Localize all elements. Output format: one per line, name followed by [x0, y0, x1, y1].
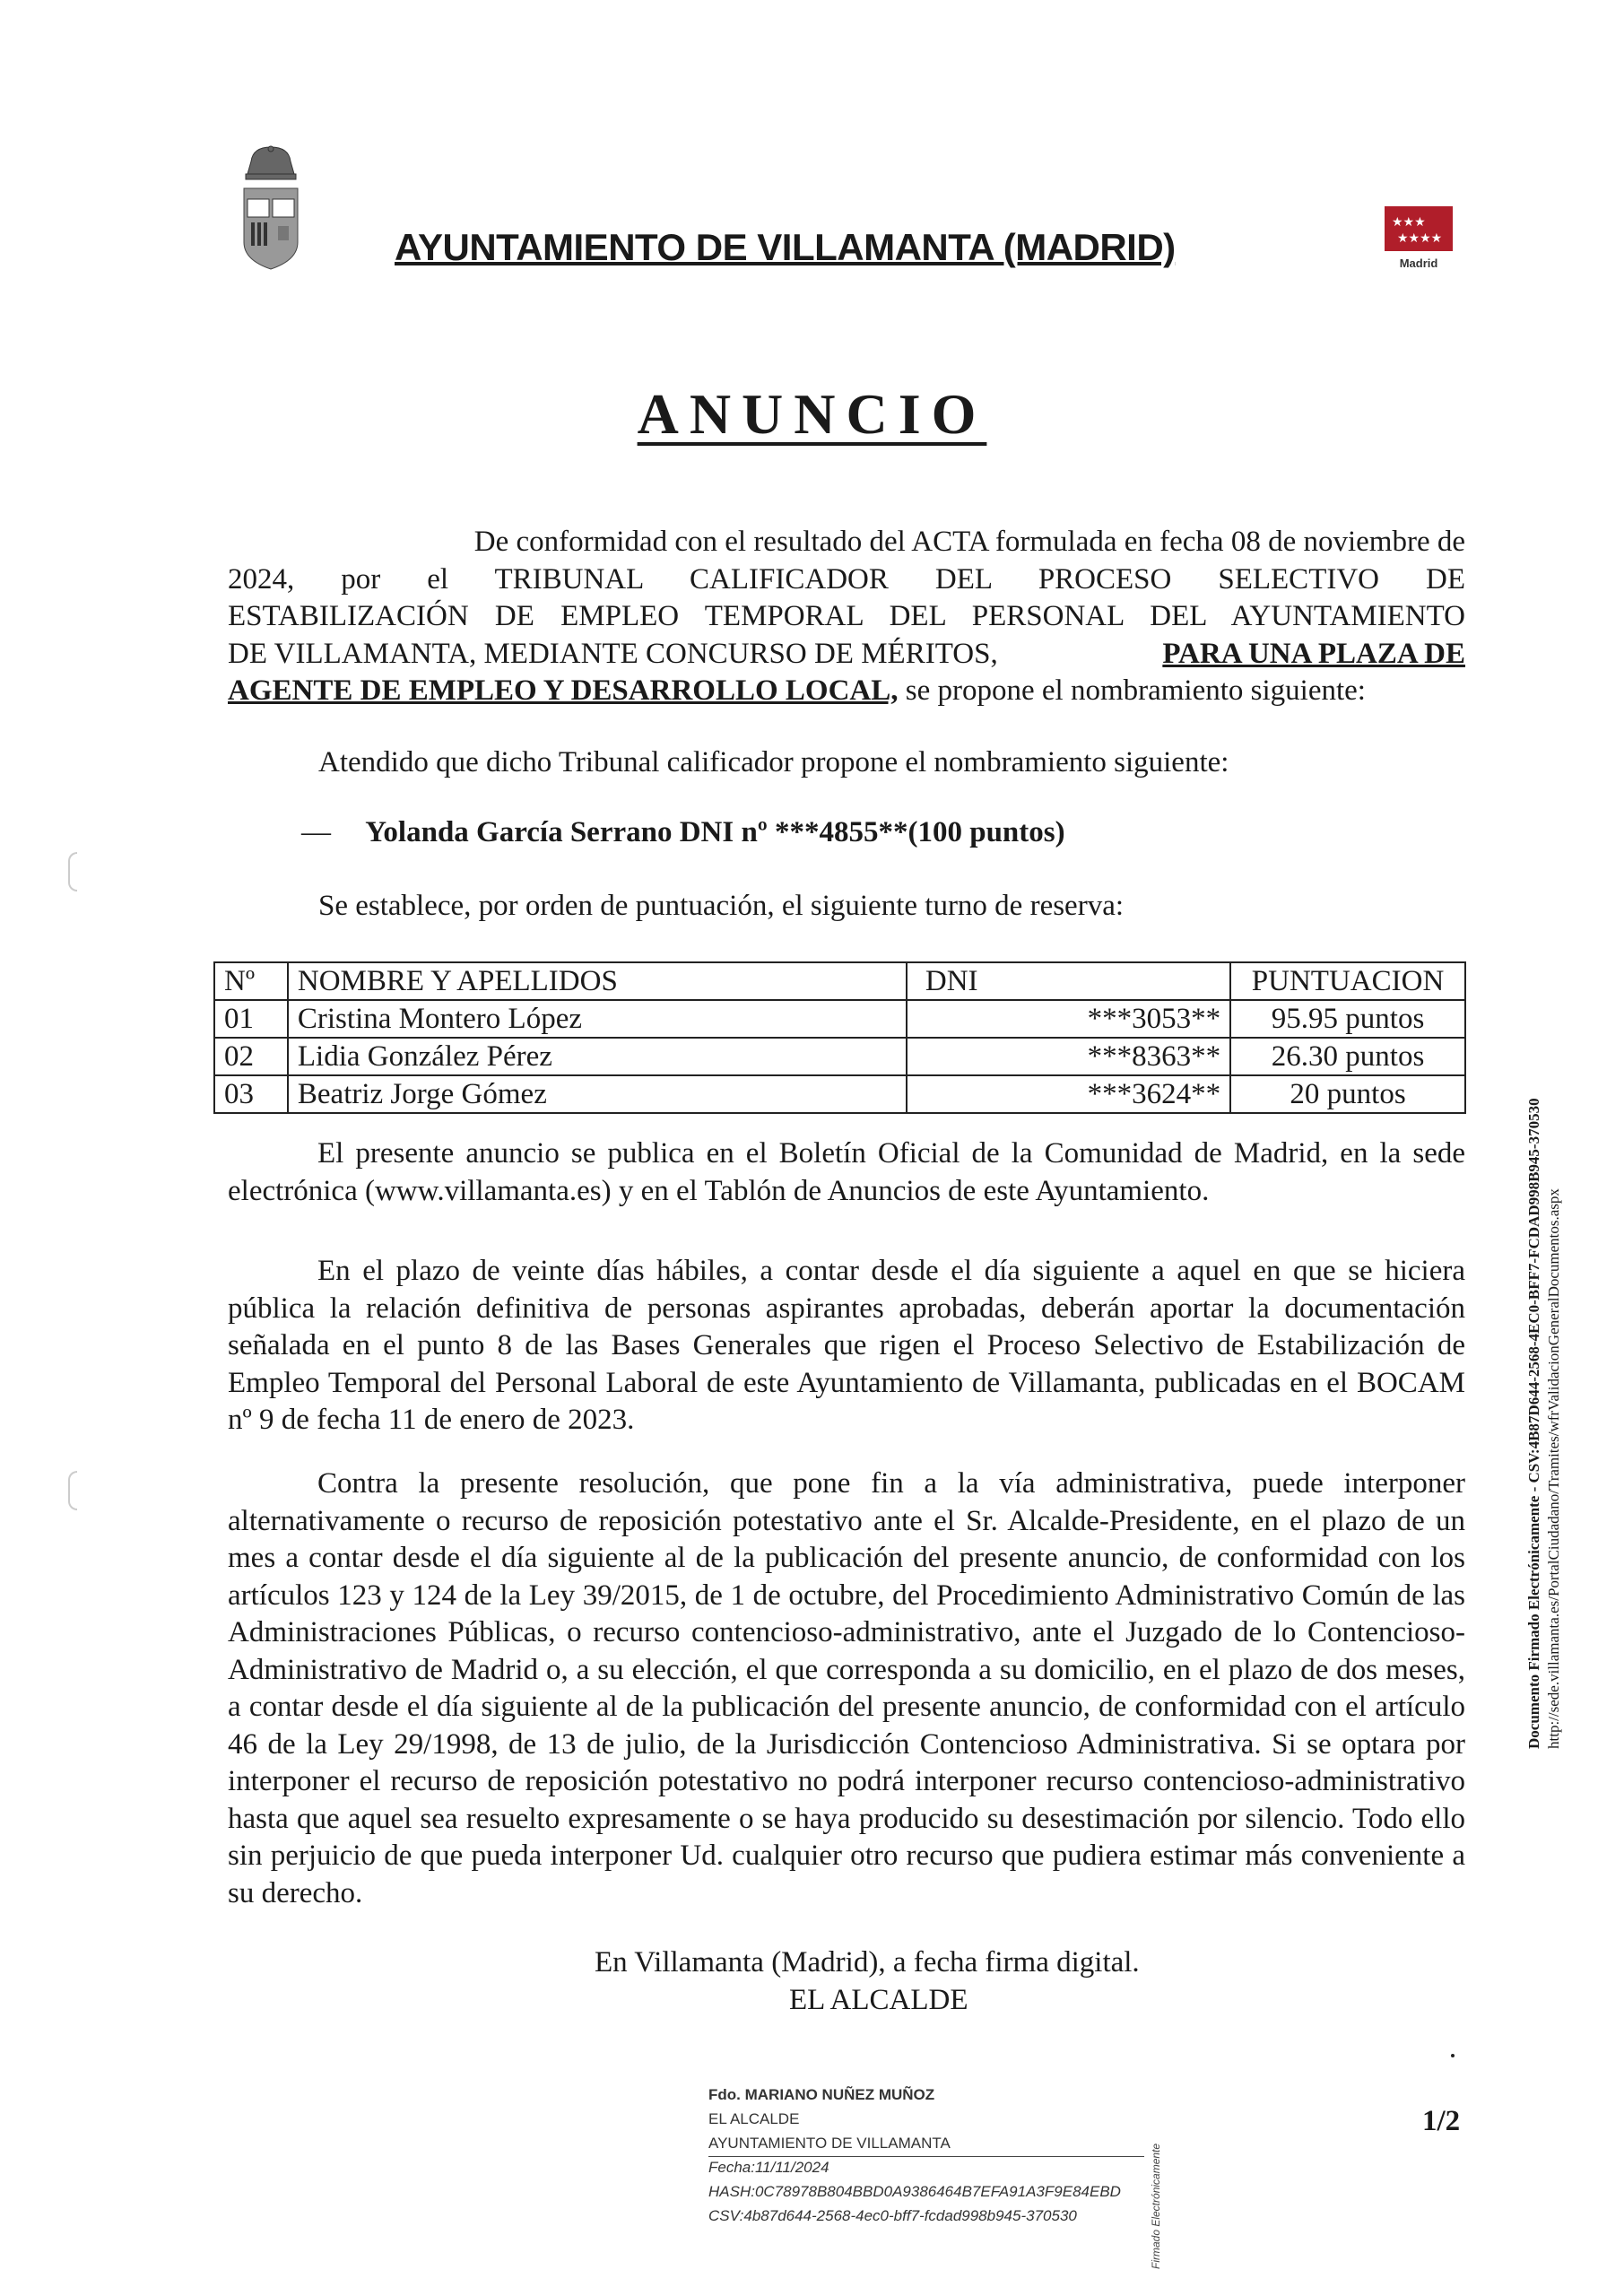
table-cell: 95.95 puntos — [1230, 1000, 1465, 1038]
table-row — [214, 1038, 1465, 1075]
reserve-intro: Se establece, por orden de puntuación, el siguiente turno de reserva: — [318, 890, 1125, 922]
madrid-logo-label: Madrid — [1399, 257, 1438, 270]
svg-text:★★★: ★★★ — [1392, 215, 1426, 230]
table-cell: Lidia González Pérez — [288, 1038, 907, 1075]
madrid-logo — [1381, 206, 1456, 271]
table-cell: ***3624** — [907, 1075, 1230, 1113]
intro-line-1: De conformidad con el resultado del ACTA formulada en fecha 08 de noviembre de — [473, 526, 1465, 558]
closing-place-date: En Villamanta (Madrid), a fecha firma digital. — [595, 1946, 1140, 1979]
side-note-url[interactable]: http://sede.villamanta.es/PortalCiudadano/Tramites/wfrValidacionGeneralDocumentos.aspx — [1545, 1188, 1562, 1749]
appointee-line — [301, 816, 1065, 849]
table-cell: Beatriz Jorge Gómez — [288, 1075, 907, 1113]
signature-block — [708, 2083, 1121, 2228]
side-note-csv: Documento Firmado Electrónicamente - CSV:4B87D644-2568-4EC0-BFF7-FCDAD998B945-370530 — [1525, 1098, 1542, 1749]
signature-divider — [708, 2156, 1144, 2157]
table-cell: 20 puntos — [1230, 1075, 1465, 1113]
table-row — [214, 1000, 1465, 1038]
deadline-paragraph: En el plazo de veinte días hábiles, a contar desde el día siguiente a aquel en que se hiciera pública la relación definitiva de personas aspirantes aprobadas, deberán aportar la documentación señalada en el punto 8 de las Bases Generales que rigen el Proceso Selectivo de Estabilización de Empleo Temporal del Personal Laboral de este Ayuntamiento de Villamanta, publicadas en el BOCAM nº 9 de fecha 11 de enero de 2023. — [228, 1255, 1465, 1436]
signature-name: Fdo. MARIANO NUÑEZ MUÑOZ — [708, 2086, 935, 2103]
intro-line-4-underlined: PARA UNA PLAZA DE — [1162, 637, 1465, 670]
document-title: ANUNCIO — [637, 382, 987, 446]
table-header-cell: DNI — [907, 962, 1230, 1000]
intro-line-2: 2024, por el TRIBUNAL CALIFICADOR DEL PROCESO SELECTIVO DE — [228, 562, 1465, 596]
signature-side-label — [1150, 2090, 1168, 2269]
intro-line-3: ESTABILIZACIÓN DE EMPLEO TEMPORAL DEL PERSONAL DEL AYUNTAMIENTO — [228, 600, 1465, 632]
table-header-cell: PUNTUACION — [1230, 962, 1465, 1000]
intro-line-5-text: se propone el nombramiento siguiente: — [898, 674, 1366, 707]
svg-text:★★★★: ★★★★ — [1397, 231, 1443, 246]
intro-line-5 — [228, 673, 1465, 710]
scan-dot — [1451, 2054, 1455, 2057]
table-row — [214, 1075, 1465, 1113]
attended-line: Atendido que dicho Tribunal calificador propone el nombramiento siguiente: — [318, 746, 1229, 778]
table-header-cell: Nº — [214, 962, 288, 1000]
signature-side-text: Firmado Electrónicamente — [1150, 2143, 1162, 2269]
intro-line-4-text: DE VILLAMANTA, MEDIANTE CONCURSO DE MÉRITOS, — [228, 637, 998, 670]
side-validation-note — [1524, 978, 1578, 1749]
appointee-dash: — — [301, 816, 331, 848]
table-cell: ***3053** — [907, 1000, 1230, 1038]
closing-role: EL ALCALDE — [789, 1984, 968, 2016]
appointee-text: Yolanda García Serrano DNI nº ***4855**(100 puntos) — [365, 816, 1065, 848]
madrid-emblem-icon — [1381, 206, 1456, 271]
table-header-cell: NOMBRE Y APELLIDOS — [288, 962, 907, 1000]
table-header-row — [214, 962, 1465, 1000]
table-cell: 02 — [214, 1038, 288, 1075]
header-title: AYUNTAMIENTO DE VILLAMANTA (MADRID) — [395, 226, 1176, 268]
table-cell: Cristina Montero López — [288, 1000, 907, 1038]
intro-paragraph — [228, 524, 1465, 710]
signature-csv: CSV:4b87d644-2568-4ec0-bff7-fcdad998b945-370530 — [708, 2207, 1077, 2224]
table-cell: 01 — [214, 1000, 288, 1038]
coat-of-arms-logo — [235, 144, 307, 287]
publication-paragraph: El presente anuncio se publica en el Boletín Oficial de la Comunidad de Madrid, en la sede electrónica (www.villamanta.es) y en el Tablón de Anuncios de este Ayuntamiento. — [228, 1137, 1465, 1207]
table-cell: ***8363** — [907, 1038, 1230, 1075]
table-cell: 03 — [214, 1075, 288, 1113]
intro-line-4 — [228, 636, 1465, 674]
scan-mark — [68, 852, 77, 891]
signature-date: Fecha:11/11/2024 — [708, 2159, 829, 2176]
reserve-table — [213, 961, 1466, 1114]
signature-role: EL ALCALDE — [708, 2110, 800, 2127]
scan-mark — [68, 1471, 77, 1510]
table-cell: 26.30 puntos — [1230, 1038, 1465, 1075]
signature-hash: HASH:0C78978B804BBD0A9386464B7EFA91A3F9E84EBD — [708, 2183, 1121, 2200]
intro-line-5-underlined: AGENTE DE EMPLEO Y DESARROLLO LOCAL, — [228, 674, 899, 707]
appeal-paragraph: Contra la presente resolución, que pone fin a la vía administrativa, puede interponer alternativamente o recurso de reposición potestativo ante el Sr. Alcalde-Presidente, en el plazo de un mes a contar desde el día siguiente al de la publicación del presente anuncio, de conformidad con los artículos 123 y 124 de la Ley 39/2015, de 1 de octubre, del Procedimiento Administrativo Común de las Administraciones Públicas, o recurso contencioso-administrativo, ante el Juzgado de lo Contencioso-Administrativo de Madrid o, a su elección, el que corresponda a su domicilio, en el plazo de dos meses, a contar desde el día siguiente al de la publicación del presente anuncio, de conformidad con el artículo 46 de la Ley 29/1998, de 13 de julio, de la Jurisdicción Contencioso Administrativa. Si se optara por interponer el recurso de reposición potestativo no podrá interponer recurso contencioso-administrativo hasta que aquel sea resuelto expresamente o se haya producido su desestimación por silencio. Todo ello sin perjuicio de que pueda interponer Ud. cualquier otro recurso que pudiera estimar más conveniente a su derecho. — [228, 1467, 1465, 1909]
signature-entity: AYUNTAMIENTO DE VILLAMANTA — [708, 2135, 951, 2152]
page-number: 1/2 — [1422, 2105, 1461, 2137]
